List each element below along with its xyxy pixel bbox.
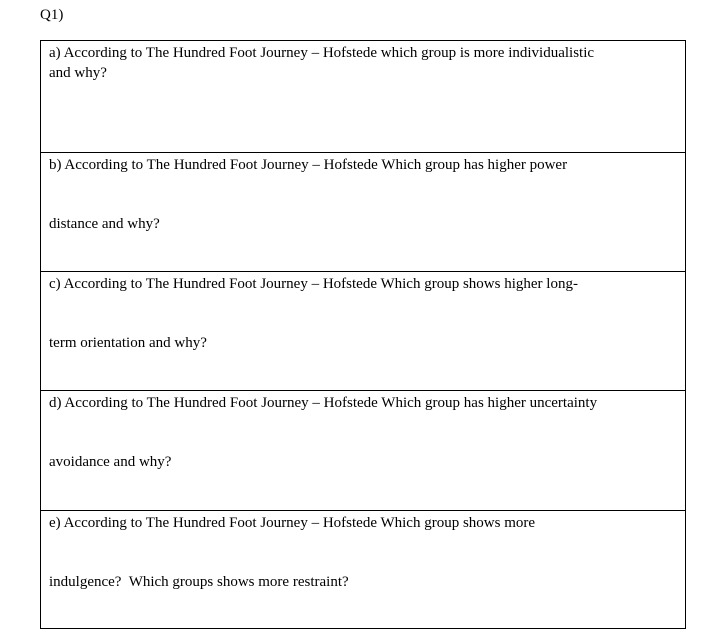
question-e-line-1: e) According to The Hundred Foot Journey – Hofstede Which group shows more (49, 515, 536, 531)
question-row-d (41, 390, 685, 510)
question-d-line-2: avoidance and why? (49, 454, 172, 470)
question-a-line-2: and why? (49, 65, 107, 81)
question-a-line-1: a) According to The Hundred Foot Journey – Hofstede which group is more individualistic (49, 45, 595, 61)
question-row-e (41, 510, 685, 628)
question-c-line-2: term orientation and why? (49, 335, 207, 351)
question-c-line-1: c) According to The Hundred Foot Journey – Hofstede Which group shows higher long- (49, 276, 578, 292)
question-b-line-1: b) According to The Hundred Foot Journey – Hofstede Which group has higher power (49, 157, 568, 173)
question-number: Q1) (40, 7, 64, 23)
question-e-line-2: indulgence? Which groups shows more restraint? (49, 574, 349, 590)
question-row-c (41, 271, 685, 390)
question-d-line-1: d) According to The Hundred Foot Journey – Hofstede Which group has higher uncertainty (49, 395, 598, 411)
question-table (40, 40, 686, 629)
question-row-a (41, 41, 685, 152)
question-row-b (41, 152, 685, 271)
question-b-line-2: distance and why? (49, 216, 160, 232)
